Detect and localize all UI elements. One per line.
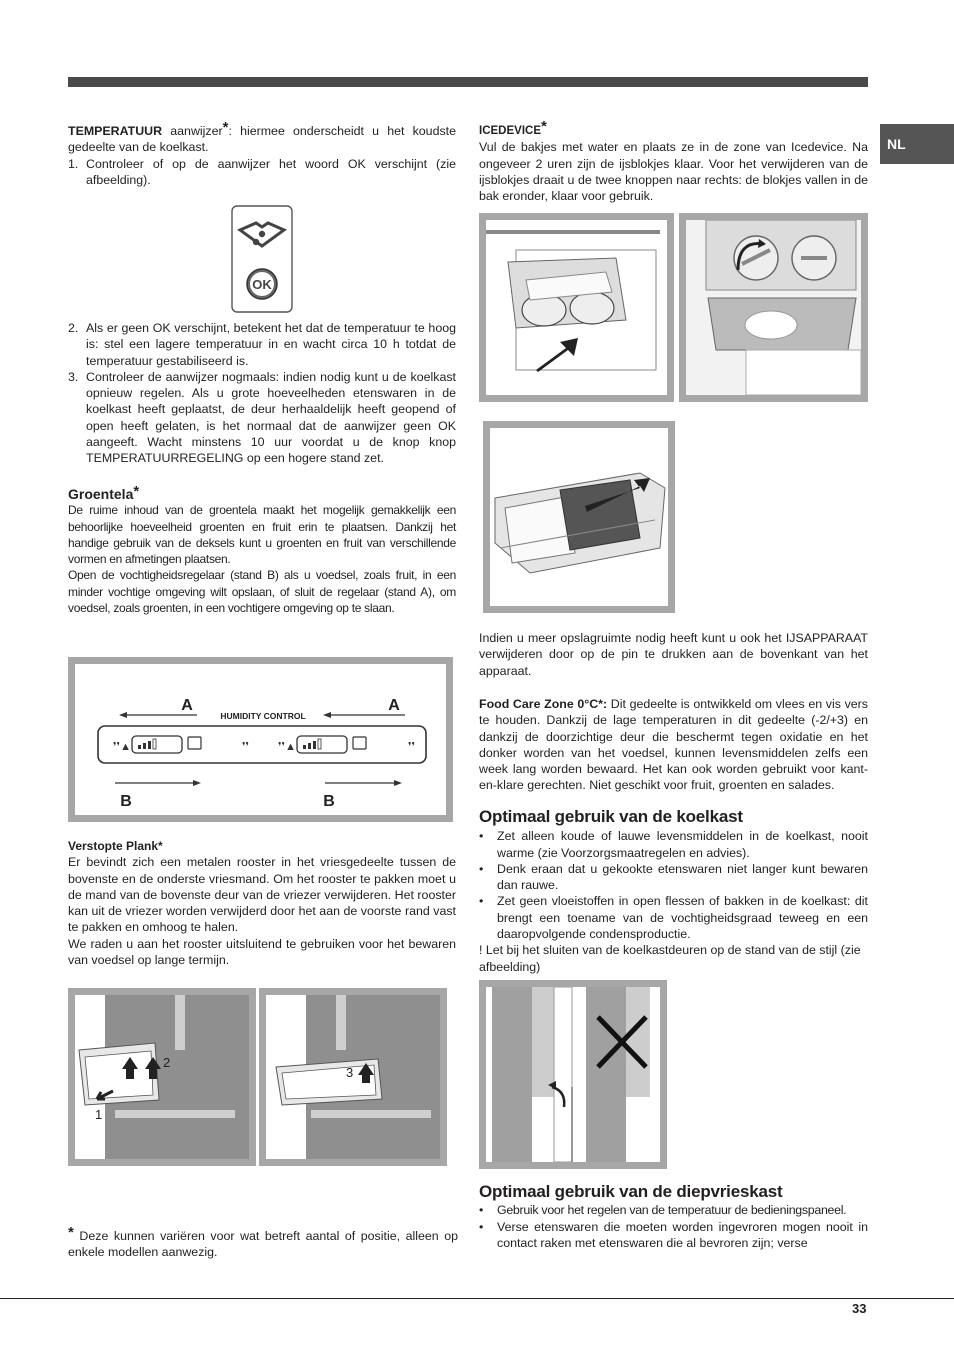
- plank-paragraph-2: We raden u aan het rooster uitsluitend te gebruiken voor het bewaren van voedsel op lange termijn.: [68, 936, 456, 968]
- temperature-intro: [68, 119, 456, 188]
- door-position-figure: [479, 980, 667, 1169]
- food-care-section: [479, 696, 868, 794]
- icedevice-figure-remove: [479, 213, 674, 402]
- temperature-indicator-image: [231, 205, 293, 313]
- svg-text:❜❜▲: ❜❜▲: [113, 741, 131, 753]
- svg-text:❜❜: ❜❜: [242, 741, 250, 753]
- icedevice-title: ICEDEVICE*: [479, 118, 547, 137]
- drawer-figure-left: [68, 988, 256, 1166]
- footnote-text: Deze kunnen variëren voor wat betreft aantal of positie, alleen op enkele modellen aanwezig.: [68, 1229, 458, 1260]
- list-item: • Zet geen vloeistoffen in open flessen of bakken in de koelkast: dit brengt een toename van de vochtigheidsgraad teweeg en een daaropvolgende condensproductie.: [479, 894, 868, 942]
- door-note: ! Let bij het sluiten van de koelkastdeuren op de stand van de stijl (zie afbeelding): [479, 943, 861, 974]
- humidity-control-figure: [68, 657, 453, 822]
- icedevice-section: [479, 118, 868, 204]
- humidity-control-label: HUMIDITY CONTROL: [220, 711, 306, 721]
- svg-text:❜❜▲: ❜❜▲: [278, 741, 296, 753]
- koelkast-bullets: [479, 828, 868, 942]
- verstopte-plank-section: [68, 838, 456, 968]
- plank-title: Verstopte Plank*: [68, 839, 163, 853]
- label-a-left: A: [181, 697, 193, 714]
- temperature-intro-word: aanwijzer: [170, 124, 223, 138]
- drawer-figure-right: [259, 988, 447, 1166]
- koelkast-section: [479, 809, 868, 975]
- icedevice-figure-knobs: [679, 213, 868, 402]
- groentela-paragraph-2: Open de vochtigheidsregelaar (stand B) als u voedsel, zoals fruit, in een minder vochtige omgeving wilt opslaan, of sluit de regelaar (stand A), om voedsel, zoals groenten, in een vochtigere omgeving op te slaan.: [68, 568, 456, 616]
- footer-rule: [0, 1298, 954, 1299]
- diepvries-title: Optimaal gebruik van de diepvrieskast: [479, 1182, 783, 1201]
- temperature-intro-rest: : hiermee onderscheidt u het koudste gedeelte van de koelkast.: [68, 124, 456, 155]
- asterisk: *: [222, 119, 229, 136]
- temperature-title: TEMPERATUUR: [68, 124, 163, 138]
- label-b-right: B: [323, 793, 335, 810]
- footnote: [68, 1224, 458, 1261]
- food-care-paragraph: Dit gedeelte is ontwikkeld om vlees en vis vers te houden. Dankzij de lage temperaturen in dit gedeelte (-2/+3) en dankzij de doorzichtige deur die beschermt tegen oxidatie en het donker worden van het voedsel, kunnen levensmiddelen zelfs een week lang worden bewaard. Het kan ook worden gebruikt voor kant-en-klare gerechten. Niet geschikt voor fruit, groenten en salades.: [479, 697, 868, 793]
- temperature-steps-a: [68, 156, 456, 189]
- groentela-section: [68, 483, 456, 616]
- koelkast-title: Optimaal gebruik van de koelkast: [479, 807, 743, 826]
- icedevice-figure-tray: [483, 421, 675, 613]
- list-item: • Gebruik voor het regelen van de temperatuur de bedieningspaneel.: [479, 1203, 847, 1218]
- drawer-label-2: 2: [163, 1055, 171, 1070]
- icedevice-paragraph: Vul de bakjes met water en plaats ze in de zone van Icedevice. Na ongeveer 2 uren zijn de ijsblokjes klaar. Voor het verwijderen van de ijsblokjes draait u de twee knoppen naar rechts: de blokjes vallen in de bak eronder, klaar voor gebruik.: [479, 140, 868, 204]
- svg-text:❜❜: ❜❜: [408, 741, 416, 753]
- diepvries-bullets: [479, 1202, 868, 1251]
- list-item: • Denk eraan dat u gekookte etenswaren niet langer kunt bewaren dan rauwe.: [479, 861, 868, 893]
- footnote-asterisk: *: [68, 1224, 74, 1241]
- list-item: • Zet alleen koude of lauwe levensmiddelen in de koelkast, nooit warme (zie Voorzorgsmaatregelen en advies).: [479, 829, 868, 860]
- drawer-label-3: 3: [346, 1065, 354, 1080]
- label-a-right: A: [388, 697, 400, 714]
- groentela-title: Groentela*: [68, 483, 140, 502]
- language-tab: NL: [880, 124, 954, 164]
- top-rule: [68, 77, 868, 87]
- page-number: 33: [852, 1301, 867, 1316]
- plank-paragraph-1: Er bevindt zich een metalen rooster in het vriesgedeelte tussen de bovenste en de onderste vriesmand. Om het rooster te pakken moet u de mand van de bovenste deur van de vriezer verwijderen. Het rooster kan uit de vriezer worden verwijderd door het aan de voorste rand vast te pakken en omhoog te halen.: [68, 855, 456, 935]
- groentela-paragraph-1: De ruime inhoud van de groentela maakt het mogelijk gemakkelijk een behoorlijke hoeveelheid groenten en fruit erin te plaatsen. Dankzij het handige gebruik van de deksels kunt u groenten en fruit van verschillende vormen en afmetingen plaatsen.: [68, 503, 456, 567]
- list-item: • Verse etenswaren die moeten worden ingevroren mogen nooit in contact raken met etenswaren die al bevroren zijn; verse: [479, 1219, 868, 1250]
- diepvries-section: [479, 1184, 868, 1251]
- step-2: 2. Als er geen OK verschijnt, betekent het dat de temperatuur te hoog is: stel een lagere temperatuur in en wacht circa 10 h totdat de temperatuur gestabiliseerd is.: [68, 321, 456, 368]
- temperature-steps: [68, 320, 456, 467]
- label-b-left: B: [120, 793, 132, 810]
- step-3: 3. Controleer de aanwijzer nogmaals: indien nodig kunt u de koelkast opnieuw regelen. Als u grote hoeveelheden etenswaren in de koelkast heeft geplaatst, de deur herhaaldelijk heeft geopend of open heeft gelaten, is het normaal dat de aanwijzer geen OK aangeeft. Wacht minstens 10 uur voordat u de knop knop TEMPERATUURREGELING op een hogere stand zet.: [68, 369, 456, 466]
- ok-badge: OK: [252, 277, 272, 292]
- drawer-label-1: 1: [95, 1107, 103, 1122]
- icedevice-removal-paragraph: Indien u meer opslagruimte nodig heeft kunt u ook het IJSAPPARAAT verwijderen door op de pin te drukken aan de bovenkant van het apparaat.: [479, 631, 868, 678]
- step-1: 1. Controleer of op de aanwijzer het woord OK verschijnt (zie afbeelding).: [68, 156, 456, 187]
- food-care-title: Food Care Zone 0°C*:: [479, 697, 608, 711]
